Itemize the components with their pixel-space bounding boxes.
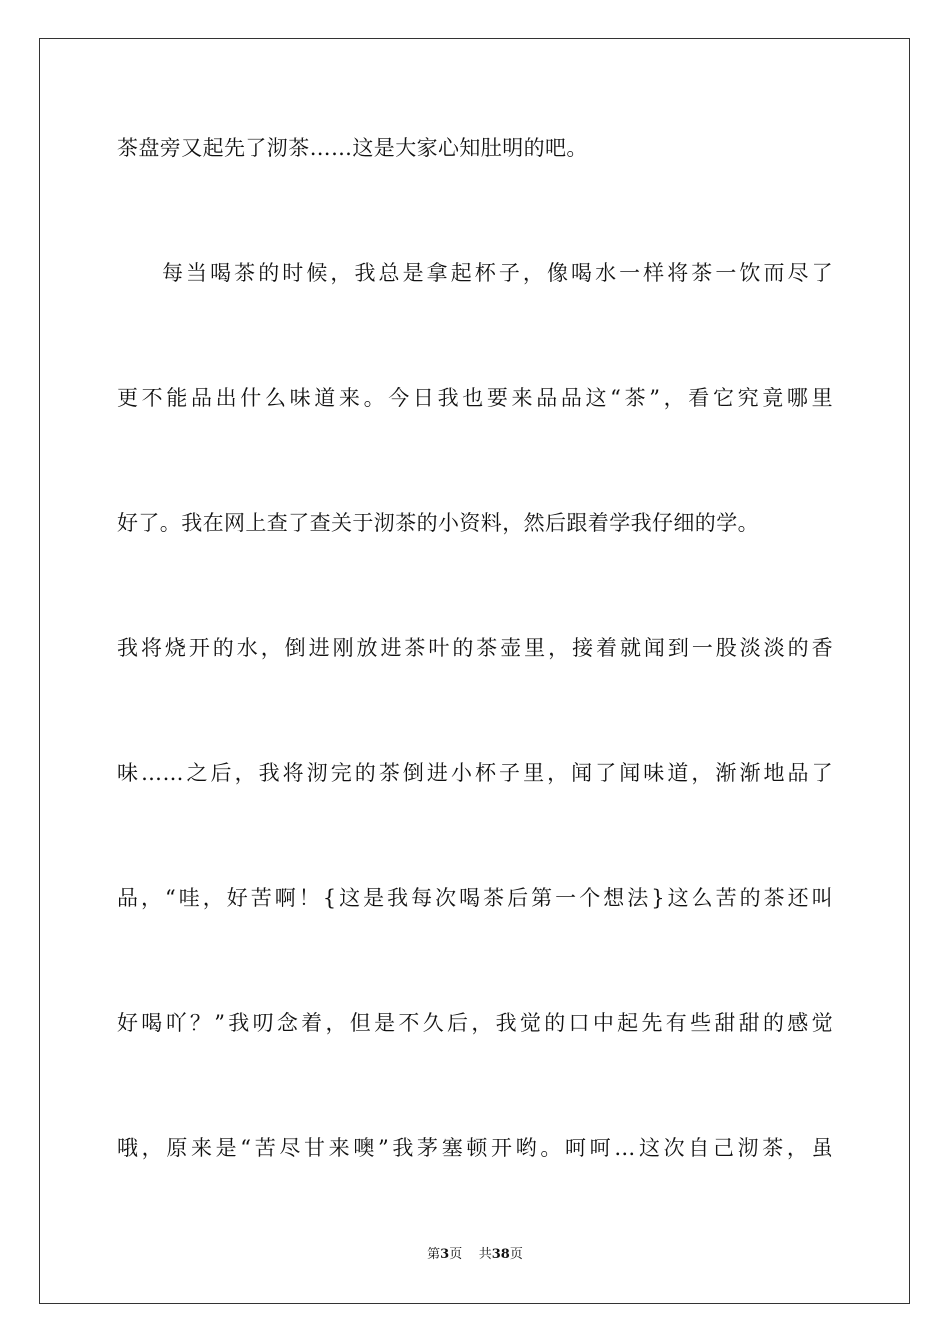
total-suffix: 页	[509, 1247, 523, 1262]
text-line-9: 哦，原来是“苦尽甘来噢”我茅塞顿开哟。呵呵…这次自己沏茶，虽	[117, 1136, 833, 1160]
page-suffix: 页	[449, 1247, 463, 1262]
text-line-4: 好了。我在网上查了查关于沏茶的小资料，然后跟着学我仔细的学。	[117, 511, 759, 535]
text-line-7: 品，“哇，好苦啊！{这是我每次喝茶后第一个想法}这么苦的茶还叫	[117, 886, 833, 910]
page-footer	[0, 1247, 950, 1263]
text-line-5: 我将烧开的水，倒进刚放进茶叶的茶壶里，接着就闻到一股淡淡的香	[117, 636, 833, 660]
total-prefix: 共	[478, 1247, 492, 1262]
page-number: 3	[440, 1247, 450, 1262]
text-line-2: 每当喝茶的时候，我总是拿起杯子，像喝水一样将茶一饮而尽了	[162, 261, 833, 285]
total-pages: 38	[491, 1247, 510, 1262]
text-line-6: 味……之后，我将沏完的茶倒进小杯子里，闻了闻味道，渐渐地品了	[117, 761, 833, 785]
page-border	[39, 38, 910, 1304]
text-line-1: 茶盘旁又起先了沏茶……这是大家心知肚明的吧。	[117, 136, 588, 160]
text-line-8: 好喝吖？”我叨念着，但是不久后，我觉的口中起先有些甜甜的感觉	[117, 1011, 833, 1035]
page-prefix: 第	[427, 1247, 441, 1262]
text-line-3: 更不能品出什么味道来。今日我也要来品品这“茶”，看它究竟哪里	[117, 386, 833, 410]
